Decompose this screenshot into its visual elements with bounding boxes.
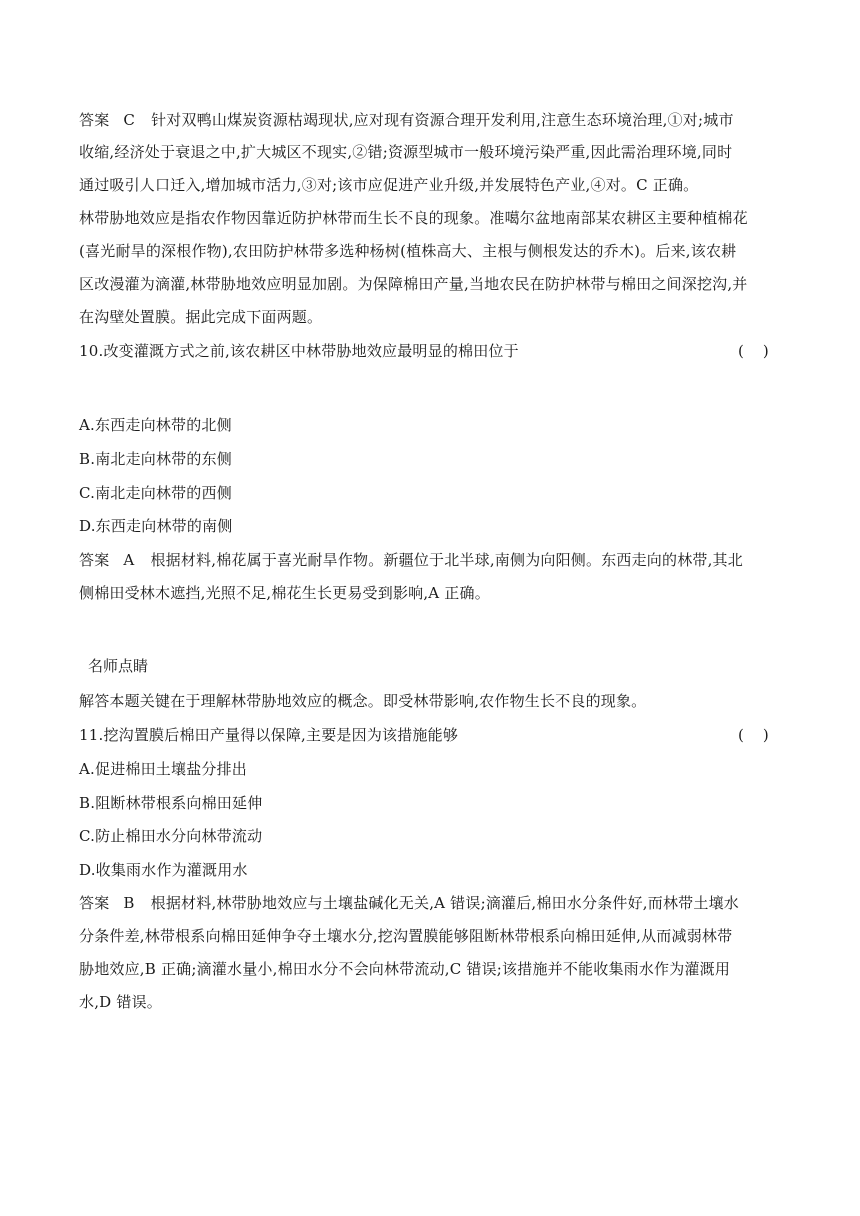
note-title: 名师点睛 [88, 657, 149, 675]
q11-answer-line-2: 分条件差,林带根系向棉田延伸争夺土壤水分,挖沟置膜能够阻断林带根系向棉田延伸,从而减弱林带 [79, 927, 733, 945]
q10-answer-blank: ( ) [738, 342, 769, 360]
q11-option-c: C.防止棉田水分向林带流动 [79, 827, 263, 845]
answer-letter: A [123, 551, 135, 569]
q11-answer-line-4: 水,D 错误。 [79, 993, 162, 1011]
answer-label: 答案 [79, 894, 110, 912]
q11-answer-line-3: 胁地效应,B 正确;滴灌水量小,棉田水分不会向林带流动,C 错误;该措施并不能收集雨水作为灌溉用 [79, 960, 731, 978]
q11-option-b: B.阻断林带根系向棉田延伸 [79, 794, 263, 812]
q11-answer-blank: ( ) [738, 726, 769, 744]
q10-option-b: B.南北走向林带的东侧 [79, 450, 232, 468]
answer-text: 针对双鸭山煤炭资源枯竭现状,应对现有资源合理开发利用,注意生态环境治理,①对;城市 [151, 111, 734, 129]
answer-text: 根据材料,棉花属于喜光耐旱作物。新疆位于北半球,南侧为向阳侧。东西走向的林带,其北 [150, 551, 743, 569]
material-line-1: 林带胁地效应是指农作物因靠近防护林带而生长不良的现象。准噶尔盆地南部某农耕区主要种植棉花 [79, 209, 748, 227]
material-line-3: 区改漫灌为滴灌,林带胁地效应明显加剧。为保障棉田产量,当地农民在防护林带与棉田之间深挖沟,并 [79, 275, 748, 293]
note-text: 解答本题关键在于理解林带胁地效应的概念。即受林带影响,农作物生长不良的现象。 [79, 692, 647, 710]
answer-label: 答案 [79, 551, 110, 569]
answer-label: 答案 [79, 111, 110, 129]
q11-option-a: A.促进棉田土壤盐分排出 [79, 760, 248, 778]
answer-letter: C [123, 111, 136, 129]
q10-option-a: A.东西走向林带的北侧 [79, 416, 232, 434]
answer-text: 根据材料,林带胁地效应与土壤盐碱化无关,A 错误;滴灌后,棉田水分条件好,而林带土壤水 [150, 894, 739, 912]
q11-stem: 11.挖沟置膜后棉田产量得以保障,主要是因为该措施能够 [79, 726, 459, 744]
q10-answer-line-2: 侧棉田受林木遮挡,光照不足,棉花生长更易受到影响,A 正确。 [79, 584, 490, 602]
q10-answer-line-1 [79, 553, 743, 568]
q11-answer-line-1 [79, 896, 739, 911]
material-line-2: (喜光耐旱的深根作物),农田防护林带多选种杨树(植株高大、主根与侧根发达的乔木)。后来,该农耕 [79, 242, 737, 260]
q10-option-c: C.南北走向林带的西侧 [79, 484, 232, 502]
q11-option-d: D.收集雨水作为灌溉用水 [79, 861, 248, 879]
q9-answer-line-2: 收缩,经济处于衰退之中,扩大城区不现实,②错;资源型城市一般环境污染严重,因此需治理环境,同时 [79, 143, 733, 161]
q9-answer-line-1 [79, 113, 734, 128]
answer-letter: B [123, 894, 135, 912]
q10-option-d: D.东西走向林带的南侧 [79, 517, 233, 535]
q9-answer-line-3: 通过吸引人口迁入,增加城市活力,③对;该市应促进产业升级,并发展特色产业,④对。C 正确。 [79, 176, 699, 194]
material-line-4: 在沟壁处置膜。据此完成下面两题。 [79, 308, 323, 326]
q10-stem: 10.改变灌溉方式之前,该农耕区中林带胁地效应最明显的棉田位于 [79, 342, 519, 360]
